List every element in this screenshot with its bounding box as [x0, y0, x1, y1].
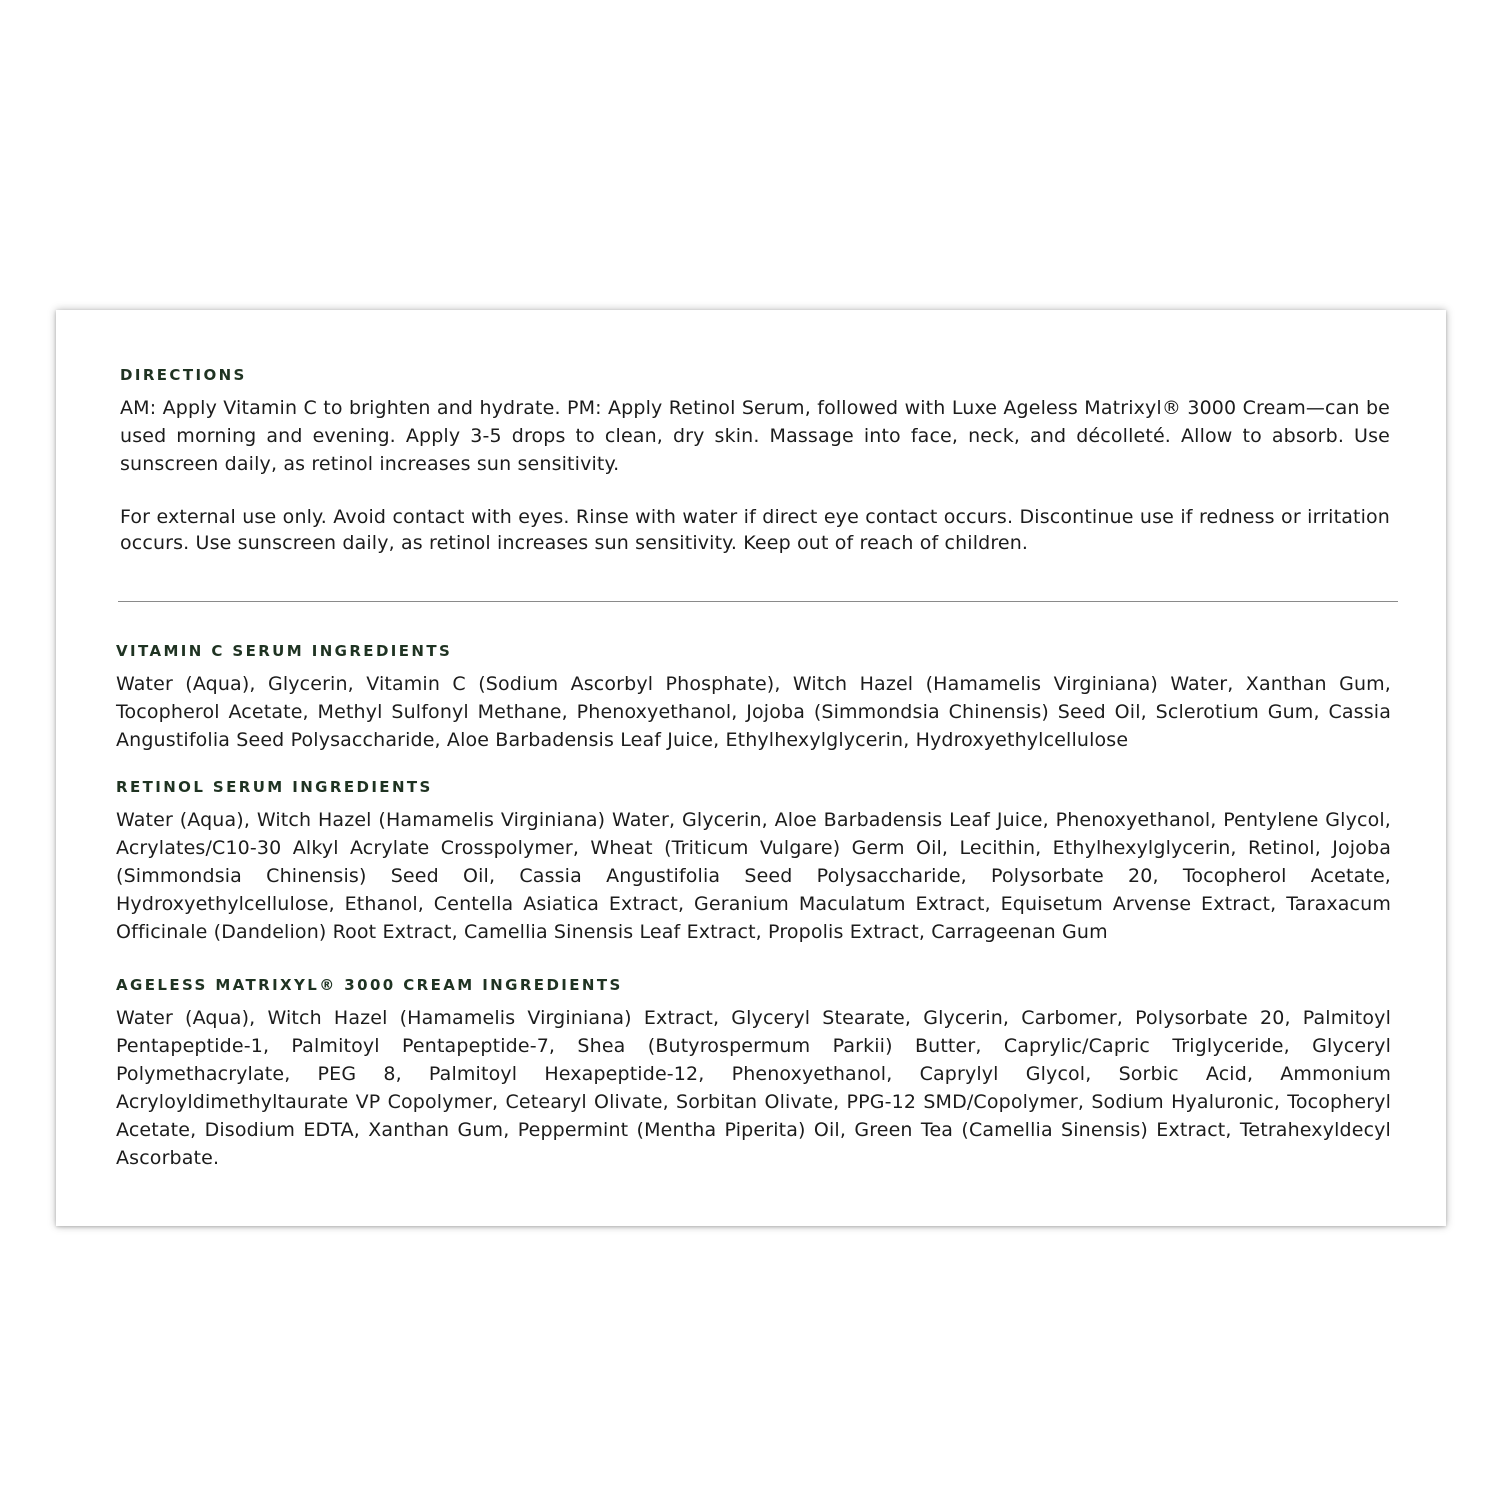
vitamin-c-ingredients-section: [116, 642, 1391, 754]
cream-ingredients-text: Water (Aqua), Witch Hazel (Hamamelis Virginiana) Extract, Glyceryl Stearate, Glycerin, Carbomer, Polysorbate 20, Palmitoyl Pentapeptide-1, Palmitoyl Pentapeptide-7, Shea (Butyrospermum Parkii) Butter, Caprylic/Capric Triglyceride, Glyceryl Polymethacrylate, PEG 8, Palmitoyl Hexapeptide-12, Phenoxyethanol, Caprylyl Glycol, Sorbic Acid, Ammonium Acryloyldimethyltaurate VP Copolymer, Cetearyl Olivate, Sorbitan Olivate, PPG-12 SMD/Copolymer, Sodium Hyaluronic, Tocopheryl Acetate, Disodium EDTA, Xanthan Gum, Peppermint (Mentha Piperita) Oil, Green Tea (Camellia Sinensis) Extract, Tetrahexyldecyl Ascorbate.: [116, 1007, 1391, 1169]
retinol-heading: RETINOL SERUM INGREDIENTS: [116, 778, 433, 796]
warning-section: [120, 504, 1390, 556]
cream-ingredients-section: [116, 976, 1391, 1172]
cream-heading: AGELESS MATRIXYL® 3000 CREAM INGREDIENTS: [116, 976, 623, 994]
directions-text: AM: Apply Vitamin C to brighten and hydrate. PM: Apply Retinol Serum, followed with Luxe Ageless Matrixyl® 3000 Cream—can be used morning and evening. Apply 3-5 drops to clean, dry skin. Massage into face, neck, and décolleté. Allow to absorb. Use sunscreen daily, as retinol increases sun sensitivity.: [120, 397, 1390, 475]
warning-text: For external use only. Avoid contact with eyes. Rinse with water if direct eye contact occurs. Discontinue use if redness or irritation occurs. Use sunscreen daily, as retinol increases sun sensitivity. Keep out of reach of children.: [120, 506, 1390, 554]
retinol-ingredients-section: [116, 778, 1391, 946]
section-divider: [118, 601, 1398, 602]
vitamin-c-ingredients-text: Water (Aqua), Glycerin, Vitamin C (Sodium Ascorbyl Phosphate), Witch Hazel (Hamamelis Virginiana) Water, Xanthan Gum, Tocopherol Acetate, Methyl Sulfonyl Methane, Phenoxyethanol, Jojoba (Simmondsia Chinensis) Seed Oil, Sclerotium Gum, Cassia Angustifolia Seed Polysaccharide, Aloe Barbadensis Leaf Juice, Ethylhexylglycerin, Hydroxyethylcellulose: [116, 673, 1391, 751]
ingredients-card: [56, 310, 1446, 1226]
vitamin-c-heading: VITAMIN C SERUM INGREDIENTS: [116, 642, 453, 660]
retinol-ingredients-text: Water (Aqua), Witch Hazel (Hamamelis Virginiana) Water, Glycerin, Aloe Barbadensis Leaf Juice, Phenoxyethanol, Pentylene Glycol, Acrylates/C10-30 Alkyl Acrylate Crosspolymer, Wheat (Triticum Vulgare) Germ Oil, Lecithin, Ethylhexylglycerin, Retinol, Jojoba (Simmondsia Chinensis) Seed Oil, Cassia Angustifolia Seed Polysaccharide, Polysorbate 20, Tocopherol Acetate, Hydroxyethylcellulose, Ethanol, Centella Asiatica Extract, Geranium Maculatum Extract, Equisetum Arvense Extract, Taraxacum Officinale (Dandelion) Root Extract, Camellia Sinensis Leaf Extract, Propolis Extract, Carrageenan Gum: [116, 809, 1391, 943]
directions-heading: DIRECTIONS: [120, 366, 247, 384]
directions-section: [120, 366, 1390, 478]
